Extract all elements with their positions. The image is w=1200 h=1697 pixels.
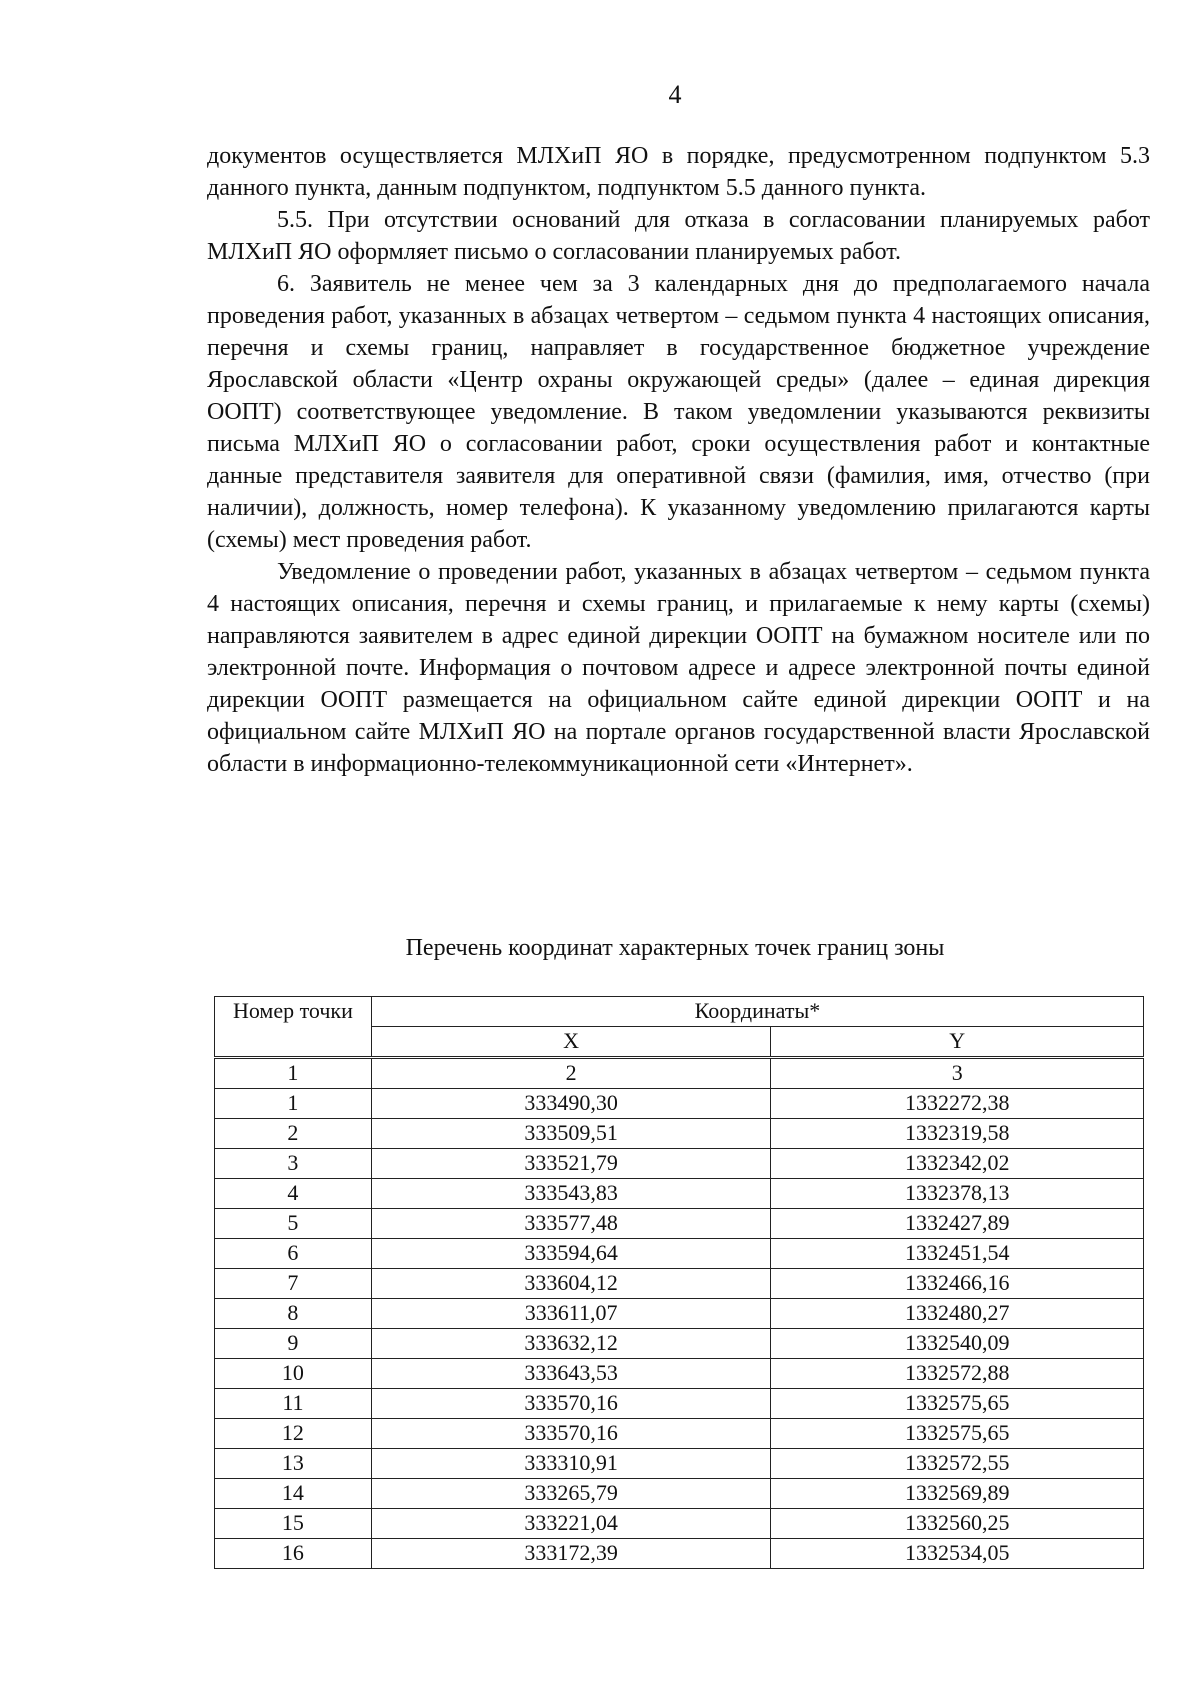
body-text [207, 140, 1150, 780]
table-row [215, 1119, 1144, 1149]
table-row [215, 1509, 1144, 1539]
point-number-cell: 4 [215, 1179, 372, 1209]
table-row [215, 1239, 1144, 1269]
y-coordinate-cell: 1332572,88 [771, 1359, 1144, 1389]
point-number-cell: 10 [215, 1359, 372, 1389]
point-number-cell: 15 [215, 1509, 372, 1539]
x-coordinate-cell: 333570,16 [371, 1389, 771, 1419]
y-coordinate-cell: 1332534,05 [771, 1539, 1144, 1569]
table-row [215, 1449, 1144, 1479]
point-number-cell: 1 [215, 1089, 372, 1119]
x-coordinate-cell: 333632,12 [371, 1329, 771, 1359]
column-index-row [215, 1058, 1144, 1089]
point-number-cell: 2 [215, 1119, 372, 1149]
paragraph-1: документов осуществляется МЛХиП ЯО в порядке, предусмотренном подпунктом 5.3 данного пункта, данным подпунктом, подпунктом 5.5 данного пункта. [207, 143, 1150, 201]
y-coordinate-cell: 1332575,65 [771, 1389, 1144, 1419]
y-coordinate-cell: 1332427,89 [771, 1209, 1144, 1239]
header-x: X [371, 1027, 771, 1058]
y-coordinate-cell: 1332480,27 [771, 1299, 1144, 1329]
x-coordinate-cell: 333577,48 [371, 1209, 771, 1239]
y-coordinate-cell: 1332342,02 [771, 1149, 1144, 1179]
x-coordinate-cell: 333570,16 [371, 1419, 771, 1449]
table-row [215, 1089, 1144, 1119]
y-coordinate-cell: 1332466,16 [771, 1269, 1144, 1299]
table-row [215, 1329, 1144, 1359]
header-coordinates: Координаты* [371, 997, 1143, 1027]
x-coordinate-cell: 333643,53 [371, 1359, 771, 1389]
y-coordinate-cell: 1332378,13 [771, 1179, 1144, 1209]
coordinates-table [214, 996, 1144, 1569]
x-coordinate-cell: 333543,83 [371, 1179, 771, 1209]
table-row [215, 1479, 1144, 1509]
header-y: Y [771, 1027, 1144, 1058]
paragraph-3: 6. Заявитель не менее чем за 3 календарных дня до предполагаемого начала проведения работ, указанных в абзацах четвертом – седьмом пункта 4 настоящих описания, перечня и схемы границ, направляет в государственное бюджетное учреждение Ярославской области «Центр охраны окружающей среды» (далее – единая дирекция ООПТ) соответствующее уведомление. В таком уведомлении указываются реквизиты письма МЛХиП ЯО о согласовании работ, сроки осуществления работ и контактные данные представителя заявителя для оперативной связи (фамилия, имя, отчество (при наличии), должность, номер телефона). К указанному уведомлению прилагаются карты (схемы) мест проведения работ. [207, 271, 1150, 553]
paragraph-2: 5.5. При отсутствии оснований для отказа в согласовании планируемых работ МЛХиП ЯО оформляет письмо о согласовании планируемых работ. [207, 207, 1150, 265]
page-number: 4 [668, 80, 682, 109]
column-index-cell: 1 [215, 1058, 372, 1089]
table-title: Перечень координат характерных точек границ зоны [405, 935, 945, 961]
table-header-row [215, 997, 1144, 1027]
point-number-cell: 5 [215, 1209, 372, 1239]
x-coordinate-cell: 333221,04 [371, 1509, 771, 1539]
point-number-cell: 8 [215, 1299, 372, 1329]
point-number-cell: 11 [215, 1389, 372, 1419]
y-coordinate-cell: 1332572,55 [771, 1449, 1144, 1479]
y-coordinate-cell: 1332560,25 [771, 1509, 1144, 1539]
point-number-cell: 13 [215, 1449, 372, 1479]
point-number-cell: 16 [215, 1539, 372, 1569]
column-index-cell: 2 [371, 1058, 771, 1089]
table-row [215, 1419, 1144, 1449]
point-number-cell: 3 [215, 1149, 372, 1179]
y-coordinate-cell: 1332569,89 [771, 1479, 1144, 1509]
paragraph-4: Уведомление о проведении работ, указанных в абзацах четвертом – седьмом пункта 4 настоящих описания, перечня и схемы границ, и прилагаемые к нему карты (схемы) направляются заявителем в адрес единой дирекции ООПТ на бумажном носителе или по электронной почте. Информация о почтовом адресе и адресе электронной почты единой дирекции ООПТ размещается на официальном сайте единой дирекции ООПТ и на официальном сайте МЛХиП ЯО на портале органов государственной власти Ярославской области в информационно-телекоммуникационной сети «Интернет». [207, 559, 1150, 777]
y-coordinate-cell: 1332319,58 [771, 1119, 1144, 1149]
x-coordinate-cell: 333604,12 [371, 1269, 771, 1299]
table-row [215, 1179, 1144, 1209]
point-number-cell: 12 [215, 1419, 372, 1449]
table-row [215, 1389, 1144, 1419]
x-coordinate-cell: 333265,79 [371, 1479, 771, 1509]
x-coordinate-cell: 333490,30 [371, 1089, 771, 1119]
table-row [215, 1149, 1144, 1179]
point-number-cell: 7 [215, 1269, 372, 1299]
table-row [215, 1359, 1144, 1389]
table-body [215, 1058, 1144, 1569]
header-point-number: Номер точки [215, 997, 372, 1058]
table-row [215, 1209, 1144, 1239]
x-coordinate-cell: 333509,51 [371, 1119, 771, 1149]
table-row [215, 1269, 1144, 1299]
x-coordinate-cell: 333521,79 [371, 1149, 771, 1179]
x-coordinate-cell: 333594,64 [371, 1239, 771, 1269]
point-number-cell: 14 [215, 1479, 372, 1509]
table-row [215, 1299, 1144, 1329]
x-coordinate-cell: 333310,91 [371, 1449, 771, 1479]
point-number-cell: 9 [215, 1329, 372, 1359]
y-coordinate-cell: 1332540,09 [771, 1329, 1144, 1359]
y-coordinate-cell: 1332272,38 [771, 1089, 1144, 1119]
y-coordinate-cell: 1332451,54 [771, 1239, 1144, 1269]
x-coordinate-cell: 333611,07 [371, 1299, 771, 1329]
column-index-cell: 3 [771, 1058, 1144, 1089]
x-coordinate-cell: 333172,39 [371, 1539, 771, 1569]
table-row [215, 1539, 1144, 1569]
point-number-cell: 6 [215, 1239, 372, 1269]
y-coordinate-cell: 1332575,65 [771, 1419, 1144, 1449]
